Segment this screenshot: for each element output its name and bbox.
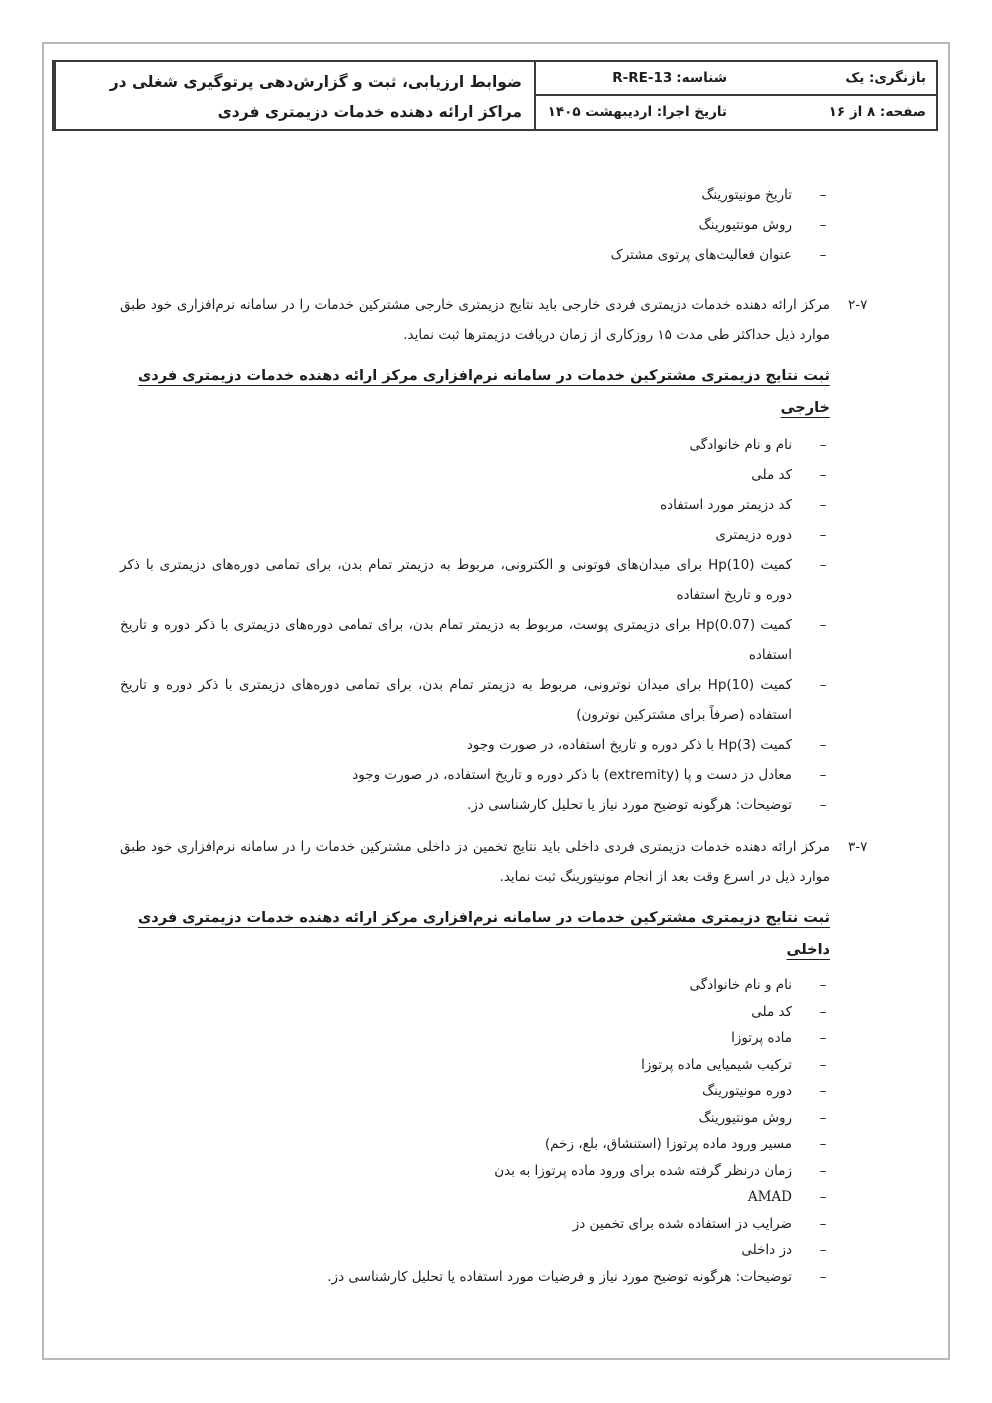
page-number: صفحه: ۸ از ۱۶ bbox=[828, 104, 926, 121]
bullet-dash: – bbox=[819, 187, 827, 203]
list-item: – AMAD bbox=[747, 1189, 827, 1205]
list-item: – روش مونتیورینگ bbox=[698, 1109, 827, 1126]
list-item: – کمیت Hp(0.07) برای دزیمتری پوست، مربوط به دزیمتر تمام بدن، برای تمامی دوره‌های دزیمتری با ذکر دوره و تاریخ استفاده bbox=[120, 617, 827, 663]
list-item: – توضیحات: هرگونه توضیح مورد نیاز و فرضیات مورد استفاده یا تحلیل کارشناسی دز. bbox=[327, 1268, 827, 1285]
list-item: – کمیت Hp(3) با ذکر دوره و تاریخ استفاده، در صورت وجود bbox=[466, 737, 827, 753]
paragraph-number: ۲-۷ bbox=[848, 297, 868, 313]
list-item: – روش مونتیورینگ bbox=[120, 210, 830, 240]
list-item: – تاریخ مونیتورینگ bbox=[120, 180, 830, 210]
list-item: – دوره دزیمتری bbox=[715, 527, 827, 543]
header-left-column bbox=[737, 62, 936, 129]
document-id-value: R-RE-13 bbox=[612, 69, 673, 86]
paragraph-2-7 bbox=[120, 290, 868, 350]
list-item: – زمان درنظر گرفته شده برای ورود ماده پرتوزا به بدن bbox=[494, 1162, 827, 1179]
list-item: – ماده پرتوزا bbox=[731, 1030, 827, 1046]
paragraph-number: ۳-۷ bbox=[848, 839, 868, 855]
list-item: – کد ملی bbox=[751, 467, 827, 483]
bullet-dash: – bbox=[819, 247, 827, 263]
list-item: – کد دزیمتر مورد استفاده bbox=[660, 497, 827, 513]
section-title-external: ثبت نتایج دزیمتری مشترکین خدمات در سامانه نرم‌افزاری مرکز ارائه دهنده خدمات دزیمتری فردی خارجی bbox=[137, 368, 830, 416]
top-bullet-list bbox=[120, 180, 830, 270]
list-item: – مسیر ورود ماده پرتوزا (استنشاق، بلع، زخم) bbox=[544, 1136, 827, 1152]
document-body bbox=[120, 180, 868, 1290]
document-header bbox=[52, 60, 938, 131]
list-item: – کمیت Hp(10) برای میدان‌های فوتونی و الکترونی، مربوط به دزیمتر تمام بدن، برای تمامی دوره‌های دزیمتری با ذکر دوره و تاریخ استفاده bbox=[120, 557, 827, 603]
list-item: – ضرایب دز استفاده شده برای تخمین دز bbox=[572, 1215, 827, 1232]
list-item: – نام و نام خانوادگی bbox=[689, 977, 827, 993]
list-item: – دوره مونیتورینگ bbox=[702, 1083, 827, 1099]
list-item: – ترکیب شیمیایی ماده پرتوزا bbox=[641, 1056, 827, 1073]
document-id-label: شناسه: bbox=[676, 69, 727, 86]
list-item: – کد ملی bbox=[751, 1003, 827, 1020]
bullet-dash: – bbox=[819, 217, 827, 233]
paragraph-text: مرکز ارائه دهنده خدمات دزیمتری فردی خارجی باید نتایج دزیمتری خارجی مشترکین خدمات را در سامانه نرم‌افزاری خود طبق موارد ذیل حداکثر طی مدت ۱۵ روزکاری از زمان دریافت دزیمترها ثبت نماید. bbox=[120, 297, 830, 343]
internal-items-list bbox=[120, 972, 830, 1290]
list-item: – دز داخلی bbox=[741, 1242, 827, 1258]
paragraph-3-7 bbox=[120, 832, 868, 892]
header-middle-column bbox=[534, 62, 737, 129]
paragraph-text: مرکز ارائه دهنده خدمات دزیمتری فردی داخلی باید نتایج تخمین دز داخلی مشترکین خدمات را در سامانه نرم‌افزاری خود طبق موارد ذیل در اسرع وقت بعد از انجام مونیتورینگ ثبت نماید. bbox=[120, 839, 830, 885]
list-item: – نام و نام خانوادگی bbox=[689, 437, 827, 453]
revision: بازنگری: یک bbox=[737, 62, 936, 96]
list-item: – عنوان فعالیت‌های پرتوی مشترک bbox=[120, 240, 830, 270]
list-item: – کمیت Hp(10) برای میدان نوترونی، مربوط به دزیمتر تمام بدن، برای تمامی دوره‌های دزیمتری با ذکر دوره و تاریخ استفاده (صرفاً برای مشترکین نوترون) bbox=[120, 677, 827, 723]
execution-date: تاریخ اجرا: اردیبهشت ۱۴۰۵ bbox=[547, 104, 727, 121]
document-id bbox=[536, 62, 737, 96]
list-item: – معادل دز دست و پا (extremity) با ذکر دوره و تاریخ استفاده، در صورت وجود bbox=[352, 767, 827, 783]
document-title: ضوابط ارزیابی، ثبت و گزارش‌دهی پرتوگیری شغلی در مراکز ارائه دهنده خدمات دزیمتری فردی bbox=[54, 62, 534, 129]
section-title-internal: ثبت نتایج دزیمتری مشترکین خدمات در سامانه نرم‌افزاری مرکز ارائه دهنده خدمات دزیمتری فردی داخلی bbox=[137, 910, 830, 958]
external-items-list bbox=[120, 430, 830, 820]
list-item: – توضیحات: هرگونه توضیح مورد نیاز یا تحلیل کارشناسی دز. bbox=[467, 797, 827, 813]
